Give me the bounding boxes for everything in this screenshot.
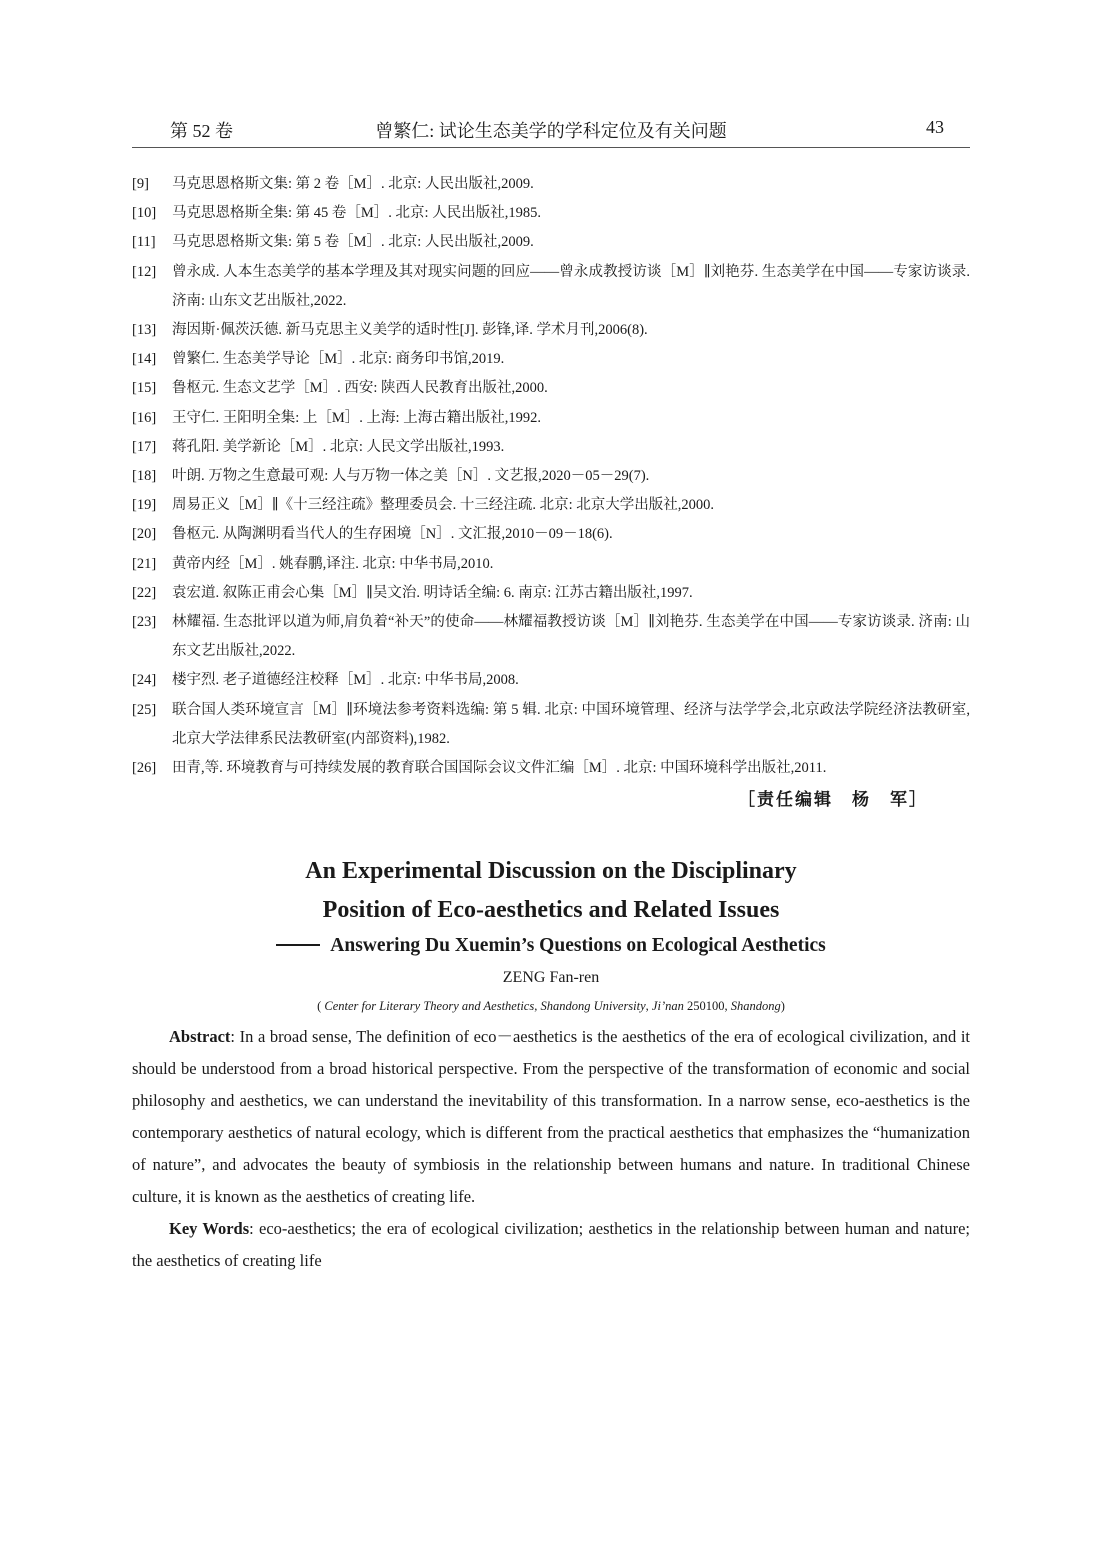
reference-item [132,374,970,403]
reference-number: [16] [132,409,157,426]
reference-item [132,345,970,374]
reference-number: [9] [132,176,149,192]
reference-number: [23] [132,614,157,631]
english-abstract [132,1021,970,1277]
reference-item [132,550,970,579]
affiliation-university: Shandong University [540,999,646,1013]
reference-text: 曾永成. 人本生态美学的基本学理及其对现实问题的回应——曾永成教授访谈［M］∥刘艳芬. 生态美学在中国——专家访谈录. 济南: 山东文艺出版社,2022. [172,263,970,309]
reference-text: 田青,等. 环境教育与可持续发展的教育联合国国际会议文件汇编［M］. 北京: 中国环境科学出版社,2011. [172,760,827,777]
keywords-paragraph [132,1213,970,1277]
running-header [132,113,970,148]
reference-text: 袁宏道. 叙陈正甫会心集［M］∥吴文治. 明诗话全编: 6. 南京: 江苏古籍出版社,1997. [172,584,693,601]
reference-number: [21] [132,555,157,572]
reference-number: [12] [132,263,157,280]
abstract-paragraph [132,1021,970,1213]
reference-text: 王守仁. 王阳明全集: 上［M］. 上海: 上海古籍出版社,1992. [172,409,541,426]
reference-text: 林耀福. 生态批评以道为师,肩负着“补天”的使命——林耀福教授访谈［M］∥刘艳芬. 生态美学在中国——专家访谈录. 济南: 山东文艺出版社,2022. [172,614,970,660]
affiliation-province: Shandong [730,999,781,1013]
reference-item [132,608,970,666]
reference-item [132,228,970,257]
paren-close: ) [780,999,785,1013]
reference-text: 海因斯·佩茨沃德. 新马克思主义美学的适时性[J]. 彭锋,译. 学术月刊,2006(8). [172,322,648,339]
reference-item [132,316,970,345]
paren-open: ( [317,999,325,1013]
reference-text: 曾繁仁. 生态美学导论［M］. 北京: 商务印书馆,2019. [172,351,505,368]
affiliation-postcode: 250100 [683,999,725,1013]
english-subtitle: Answering Du Xuemin’s Questions on Ecological Aesthetics [330,935,826,956]
keywords-text: : eco-aesthetics; the era of ecological civilization; aesthetics in the relationship between human and nature; the aesthetics of creating life [132,1219,970,1270]
reference-number: [24] [132,672,157,689]
reference-number: [15] [132,380,157,397]
reference-text: 鲁枢元. 生态文艺学［M］. 西安: 陕西人民教育出版社,2000. [172,380,548,397]
reference-text: 联合国人类环境宣言［M］∥环境法参考资料选编: 第 5 辑. 北京: 中国环境管理、经济与法学学会,北京政法学院经济法教研室,北京大学法律系民法教研室(内部资料),1982. [172,701,970,747]
responsible-editor-note: ［责任编辑 杨 军］ [738,790,928,811]
reference-text: 黄帝内经［M］. 姚春鹏,译注. 北京: 中华书局,2010. [172,555,494,572]
reference-item [132,579,970,608]
reference-number: [14] [132,351,157,368]
reference-text: 马克思恩格斯文集: 第 5 卷［M］. 北京: 人民出版社,2009. [172,234,534,251]
reference-item [132,666,970,695]
page-number: 43 [926,117,944,137]
reference-text: 楼宇烈. 老子道德经注校释［M］. 北京: 中华书局,2008. [172,672,519,689]
reference-item [132,520,970,549]
reference-text: 马克思恩格斯全集: 第 45 卷［M］. 北京: 人民出版社,1985. [172,205,541,222]
abstract-text: : In a broad sense, The definition of eco－aesthetics is the aesthetics of the era of ecological civilization, and it should be understood from a broad historical perspective. From the perspective of the transformation of economic and social philosophy and aesthetics, we can understand the inevitability of this transformation. In a narrow sense, eco-aesthetics is the contemporary aesthetics of natural ecology, which is different from the practical aesthetics that emphasizes the “humanization of nature”, and advocates the beauty of symbiosis in the relationship between humans and nature. In traditional Chinese culture, it is known as the aesthetics of creating life. [132,1027,970,1206]
reference-number: [20] [132,526,157,543]
english-subtitle-row [132,929,970,963]
reference-item [132,258,970,316]
reference-number: [19] [132,497,157,514]
english-title-line-1: An Experimental Discussion on the Disciplinary [305,858,797,884]
reference-number: [22] [132,584,157,601]
reference-item [132,404,970,433]
reference-text: 马克思恩格斯文集: 第 2 卷［M］. 北京: 人民出版社,2009. [172,176,534,192]
reference-item [132,170,970,199]
affiliation-city: Ji’nan [651,999,684,1013]
reference-number: [11] [132,234,156,251]
reference-text: 周易正义［M］∥《十三经注疏》整理委员会. 十三经注疏. 北京: 北京大学出版社,2000. [172,497,714,514]
running-title: 曾繁仁: 试论生态美学的学科定位及有关问题 [375,121,727,141]
reference-text: 叶朗. 万物之生意最可观: 人与万物一体之美［N］. 文艺报,2020－05－29(7). [172,468,650,485]
reference-number: [18] [132,468,157,485]
reference-number: [25] [132,701,157,718]
english-title-line-2: Position of Eco-aesthetics and Related Issues [322,896,780,923]
reference-number: [26] [132,760,157,777]
reference-text: 鲁枢元. 从陶渊明看当代人的生存困境［N］. 文汇报,2010－09－18(6). [172,526,613,543]
reference-number: [13] [132,322,157,339]
volume-label: 第 52 卷 [170,121,233,141]
reference-number: [17] [132,438,157,455]
reference-item [132,433,970,462]
reference-item [132,199,970,228]
english-title-block [132,852,970,1019]
keywords-label: Key Words [169,1219,250,1238]
reference-text: 蒋孔阳. 美学新论［M］. 北京: 人民文学出版社,1993. [172,438,505,455]
reference-number: [10] [132,205,157,222]
abstract-label: Abstract [169,1027,231,1046]
reference-item [132,696,970,754]
author-affiliation: ( Center for Literary Theory and Aesthetics, Shandong University, Ji’nan 250100, Shandong) [317,999,785,1013]
reference-item [132,462,970,491]
reference-list [132,170,970,815]
reference-item [132,754,970,783]
em-dash-rule [276,944,320,946]
author-name: ZENG Fan-ren [502,969,600,986]
reference-item [132,491,970,520]
affiliation-center: Center for Literary Theory and Aesthetics [324,999,535,1013]
